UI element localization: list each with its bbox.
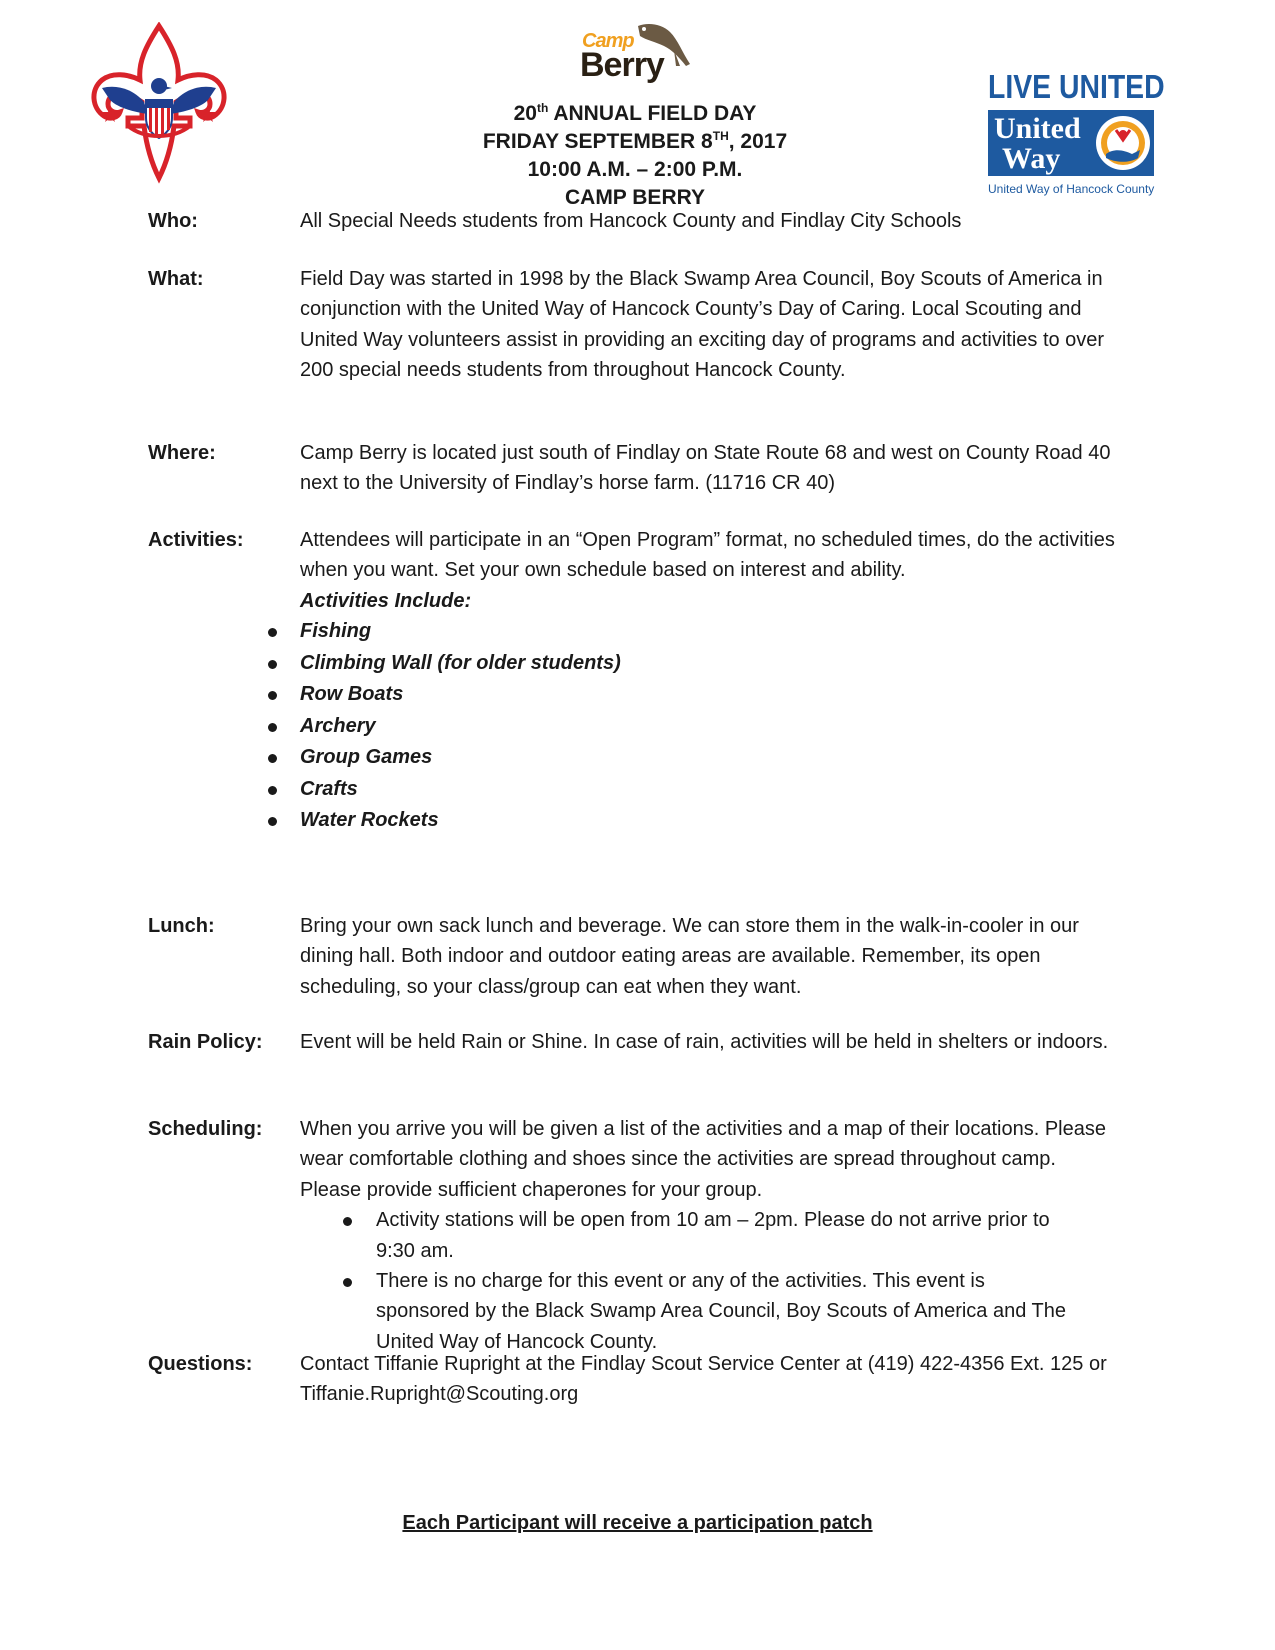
where-text: Camp Berry is located just south of Findlay on State Route 68 and west on County Road 40 next to the University of Findlay’s horse farm. (11716 CR 40) <box>300 442 1111 495</box>
bullet-icon <box>268 628 277 637</box>
bullet-icon <box>268 786 277 795</box>
scheduling-list <box>300 1205 1122 1357</box>
who-text: All Special Needs students from Hancock County and Findlay City Schools <box>300 210 962 232</box>
bullet-icon <box>268 660 277 669</box>
lunch-label: Lunch: <box>148 915 215 937</box>
where-label: Where: <box>148 442 216 464</box>
questions-text: Contact Tiffanie Rupright at the Findlay Scout Service Center at (419) 422-4356 Ext. 125 or Tiffanie.Rupright@Scouting.org <box>300 1353 1107 1406</box>
united-way-logo <box>988 68 1166 200</box>
list-item: Water Rockets <box>148 805 1122 837</box>
title-line-3: 10:00 A.M. – 2:00 P.M. <box>527 158 743 181</box>
camp-logo-bottom-text: Berry <box>580 46 664 84</box>
bullet-icon <box>268 691 277 700</box>
camp-logo-top-text: Camp <box>582 30 634 52</box>
list-item: Fishing <box>148 616 1122 648</box>
activities-list <box>148 616 1122 837</box>
united-way-line2: Way <box>1002 142 1061 175</box>
questions-label: Questions: <box>148 1353 253 1375</box>
bullet-icon <box>343 1278 352 1287</box>
list-item: Row Boats <box>148 679 1122 711</box>
fleur-de-lis-icon <box>88 22 230 184</box>
scheduling-text: When you arrive you will be given a list of the activities and a map of their locations. Please wear comfortable clothing and shoes since the activities are spread throughout camp. Please provide sufficient chaperones for your group. <box>300 1118 1106 1201</box>
united-way-subtitle: United Way of Hancock County <box>988 182 1155 196</box>
bullet-icon <box>268 723 277 732</box>
scheduling-label: Scheduling: <box>148 1118 263 1140</box>
bullet-icon <box>268 817 277 826</box>
who-label: Who: <box>148 210 198 232</box>
list-item: Archery <box>148 711 1122 743</box>
activities-include-heading: Activities Include: <box>300 589 472 612</box>
helping-hand-icon <box>1094 114 1152 172</box>
bullet-icon <box>343 1217 352 1226</box>
united-way-line1: United <box>994 112 1081 145</box>
live-united-tagline: LIVE UNITED <box>988 68 1165 105</box>
lunch-text: Bring your own sack lunch and beverage. We can store them in the walk-in-cooler in our dining hall. Both indoor and outdoor eating areas are available. Remember, its open scheduling, so your class/group can eat when they want. <box>300 915 1079 998</box>
participation-patch-note: Each Participant will receive a participation patch <box>402 1512 873 1534</box>
bullet-icon <box>268 754 277 763</box>
activities-text: Attendees will participate in an “Open Program” format, no scheduled times, do the activities when you want. Set your own schedule based on interest and ability. <box>300 529 1115 582</box>
title-line-1: 20th ANNUAL FIELD DAY <box>513 101 757 125</box>
rain-policy-text: Event will be held Rain or Shine. In case of rain, activities will be held in shelters or indoors. <box>300 1031 1109 1053</box>
list-item: Activity stations will be open from 10 am – 2pm. Please do not arrive prior to 9:30 am. <box>300 1205 1080 1266</box>
rain-policy-label: Rain Policy: <box>148 1031 263 1053</box>
title-line-2: FRIDAY SEPTEMBER 8TH, 2017 <box>482 129 788 153</box>
event-title-block <box>440 100 830 212</box>
united-way-badge <box>988 110 1154 176</box>
activities-label: Activities: <box>148 529 244 551</box>
list-item: Climbing Wall (for older students) <box>148 648 1122 680</box>
title-line-4: CAMP BERRY <box>564 186 706 209</box>
list-item: Crafts <box>148 774 1122 806</box>
list-item: There is no charge for this event or any of the activities. This event is sponsored by the Black Swamp Area Council, Boy Scouts of America and The United Way of Hancock County. <box>300 1266 1080 1357</box>
what-label: What: <box>148 268 204 290</box>
camp-berry-logo <box>572 20 690 84</box>
what-text: Field Day was started in 1998 by the Black Swamp Area Council, Boy Scouts of America in conjunction with the United Way of Hancock County’s Day of Caring. Local Scouting and United Way volunteers assist in providing an exciting day of programs and activities to over 200 special needs students from throughout Hancock County. <box>300 268 1105 382</box>
list-item: Group Games <box>148 742 1122 774</box>
bsa-fleur-de-lis-logo <box>88 22 230 184</box>
